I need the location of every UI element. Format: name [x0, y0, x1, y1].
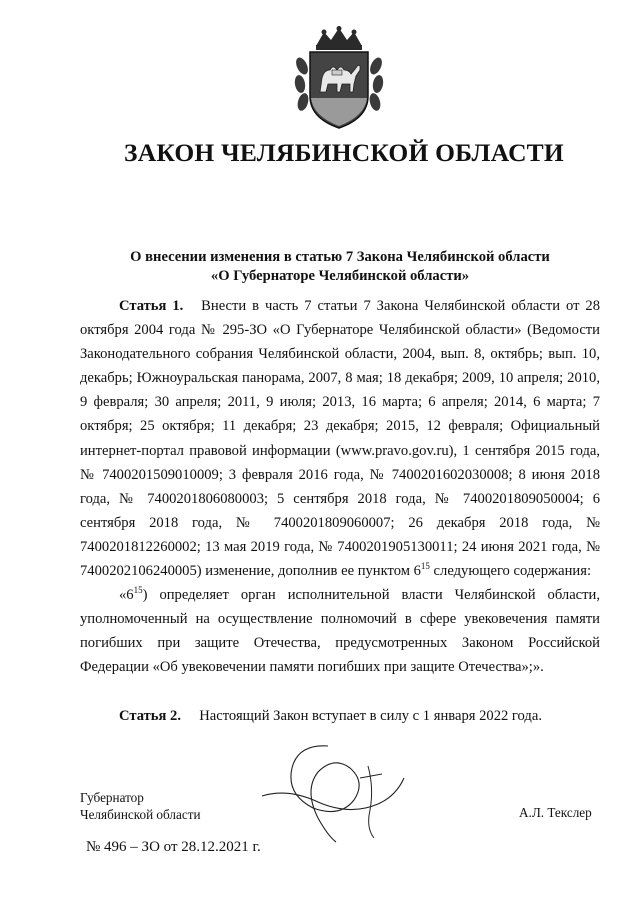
article-2-text: Настоящий Закон вступает в силу с 1 января 2022 года. [199, 708, 542, 724]
article-1-paragraph [80, 294, 600, 583]
article-1-point-superscript: 15 [420, 561, 430, 572]
coat-of-arms-emblem [294, 26, 384, 132]
article-1-quote-paragraph [80, 583, 600, 679]
quote-open: «6 [119, 587, 134, 604]
signer-position-line-2: Челябинской области [80, 807, 201, 822]
signer-position [80, 789, 201, 823]
signer-position-line-1: Губернатор [80, 790, 144, 805]
article-2-label: Статья 2. [119, 708, 181, 724]
article-1-body [80, 294, 600, 680]
document-title: ЗАКОН ЧЕЛЯБИНСКОЙ ОБЛАСТИ [124, 138, 564, 167]
article-1-text: Внести в часть 7 статьи 7 Закона Челябинской области от 28 октября 2004 года № 295-ЗО «О Губернаторе Челябинской области» (Ведомости Законодательного собрания Челябинской области, 2004, вып. 8, октябрь; вып. 10, декабрь; Южноуральская панорама, 2007, 8 мая; 18 декабря; 2009, 10 апреля; 2010, 9 февраля; 30 апреля; 2011, 9 июля; 2013, 16 марта; 6 апреля; 2014, 6 марта; 7 октября; 25 октября; 11 декабря; 23 декабря; 2015, 12 февраля; Официальный интернет-портал правовой информации (www.pravo.gov.ru), 1 сентября 2015 года, № 7400201509010009; 3 февраля 2016 года, № 7400201602030008; 8 июня 2018 года, № 7400201806080003; 5 сентября 2018 года, № 7400201809050004; 6 сентября 2018 года, № 7400201809060007; 26 декабря 2018 года, № 7400201812260002; 13 мая 2019 года, № 7400201905130011; 24 июня 2021 года, № 7400202106240005) изменение, дополнив ее пунктом 6 [80, 298, 600, 580]
article-2 [119, 708, 542, 725]
article-1-label: Статья 1. [119, 298, 184, 314]
quote-text: ) определяет орган исполнительной власти Челябинской области, уполномоченный на осуществление полномочий в сфере увековечения памяти погибших при защите Отечества, предусмотренных Законом Российской Федерации «Об увековечении памяти погибших при защите Отечества»;». [80, 587, 600, 676]
subtitle-line-1: О внесении изменения в статью 7 Закона Челябинской области [130, 249, 550, 265]
handwritten-signature [258, 738, 408, 848]
signer-name: А.Л. Текслер [519, 805, 592, 820]
law-subtitle [80, 248, 600, 286]
law-number-and-date: № 496 – ЗО от 28.12.2021 г. [86, 839, 261, 855]
article-1-text-end: следующего содержания: [429, 563, 592, 580]
quote-superscript: 15 [133, 585, 143, 596]
subtitle-line-2: «О Губернаторе Челябинской области» [210, 268, 470, 284]
